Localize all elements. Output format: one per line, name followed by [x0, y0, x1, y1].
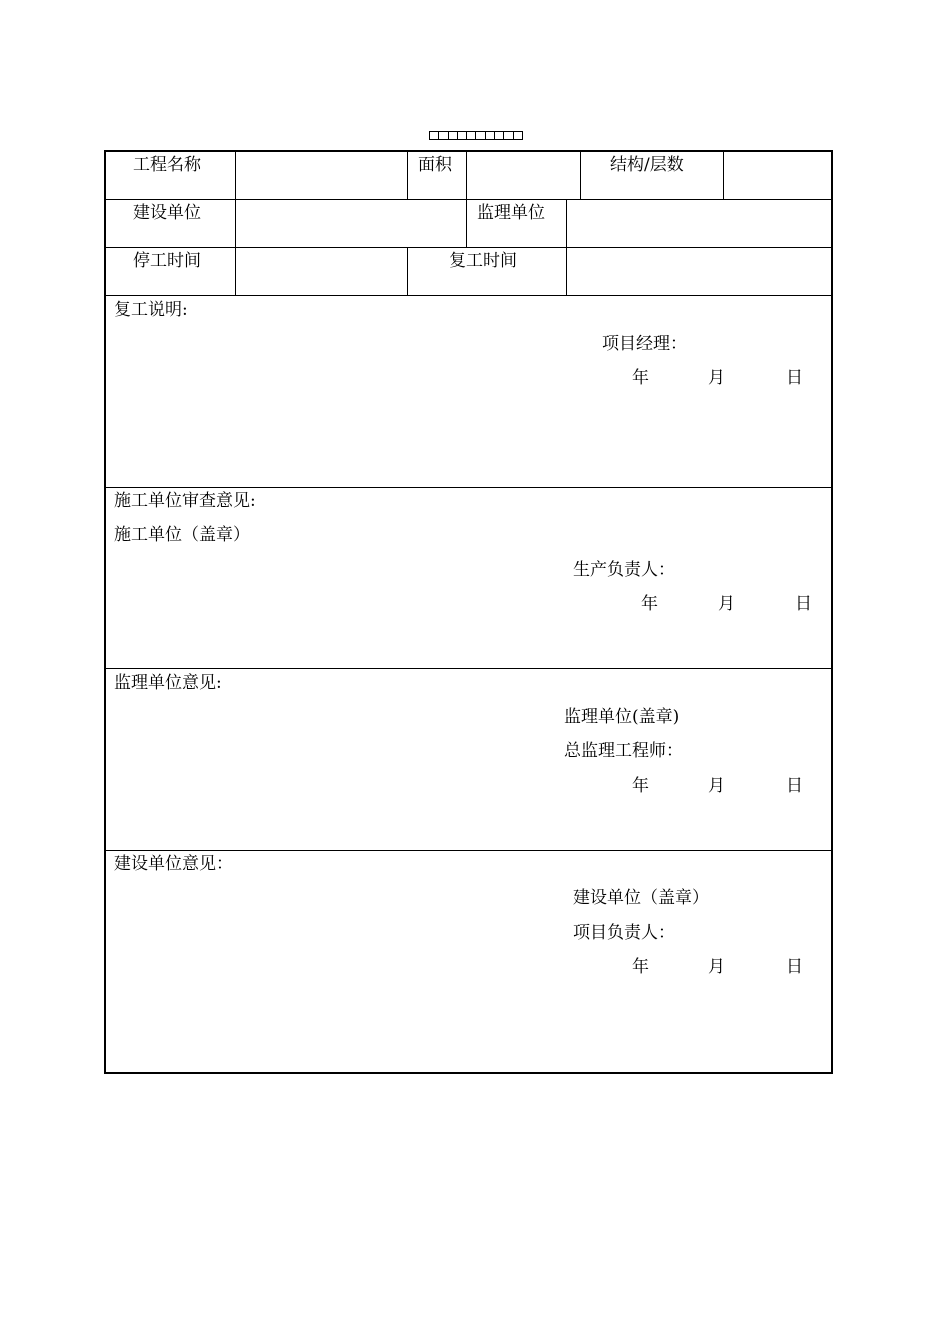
resume-work-form	[104, 150, 833, 1074]
contractor-signer-label: 生产负责人：	[573, 560, 675, 580]
contractor-date-row	[106, 594, 831, 614]
col-divider	[466, 199, 467, 247]
col-divider	[235, 152, 236, 199]
owner-date-row	[106, 957, 831, 977]
day-label: 日	[786, 957, 803, 977]
project-name-label: 工程名称	[133, 155, 201, 175]
day-label: 日	[786, 368, 803, 388]
col-divider	[407, 152, 408, 199]
structure-label: 结构/层数	[610, 155, 684, 175]
contractor-stamp-label: 施工单位（盖章）	[114, 525, 250, 545]
title-glyph	[504, 131, 513, 140]
section-divider	[106, 850, 831, 851]
owner-stamp-label: 建设单位（盖章）	[573, 888, 709, 908]
contractor-section-title: 施工单位审查意见:	[114, 491, 256, 511]
year-label: 年	[632, 957, 649, 977]
month-label: 月	[718, 594, 735, 614]
col-divider	[407, 247, 408, 295]
supervisor-stamp-label: 监理单位(盖章)	[564, 707, 680, 727]
owner-signer-label: 项目负责人：	[573, 923, 675, 943]
year-label: 年	[632, 368, 649, 388]
col-divider	[235, 247, 236, 295]
resume-section-title: 复工说明:	[114, 300, 188, 320]
col-divider	[566, 247, 567, 295]
title-glyph	[429, 131, 439, 140]
title-glyph	[476, 131, 485, 140]
row-divider	[106, 295, 831, 296]
owner-section-title: 建设单位意见：	[114, 854, 233, 874]
title-glyph	[449, 131, 458, 140]
col-divider	[235, 199, 236, 247]
supervisor-section-title: 监理单位意见:	[114, 673, 222, 693]
day-label: 日	[795, 594, 812, 614]
title-glyph	[439, 131, 448, 140]
row-divider	[106, 247, 831, 248]
month-label: 月	[708, 776, 725, 796]
page-title	[429, 130, 523, 142]
col-divider	[566, 199, 567, 247]
stop-time-label: 停工时间	[133, 251, 201, 271]
area-label: 面积	[418, 155, 452, 175]
row-divider	[106, 199, 831, 200]
supervisor-signer-label: 总监理工程师：	[564, 741, 683, 761]
owner-label: 建设单位	[133, 203, 201, 223]
year-label: 年	[641, 594, 658, 614]
title-glyph	[514, 131, 523, 140]
day-label: 日	[786, 776, 803, 796]
resume-date-row	[106, 368, 831, 388]
section-divider	[106, 668, 831, 669]
resume-signer-label: 项目经理：	[602, 334, 687, 354]
resume-time-label: 复工时间	[449, 251, 517, 271]
col-divider	[723, 152, 724, 199]
title-glyph	[495, 131, 504, 140]
section-divider	[106, 487, 831, 488]
col-divider	[580, 152, 581, 199]
supervisor-date-row	[106, 776, 831, 796]
supervisor-label: 监理单位	[477, 203, 545, 223]
month-label: 月	[708, 957, 725, 977]
title-glyph	[458, 131, 467, 140]
title-glyph	[486, 131, 495, 140]
year-label: 年	[632, 776, 649, 796]
month-label: 月	[708, 368, 725, 388]
col-divider	[466, 152, 467, 199]
title-glyph	[467, 131, 476, 140]
